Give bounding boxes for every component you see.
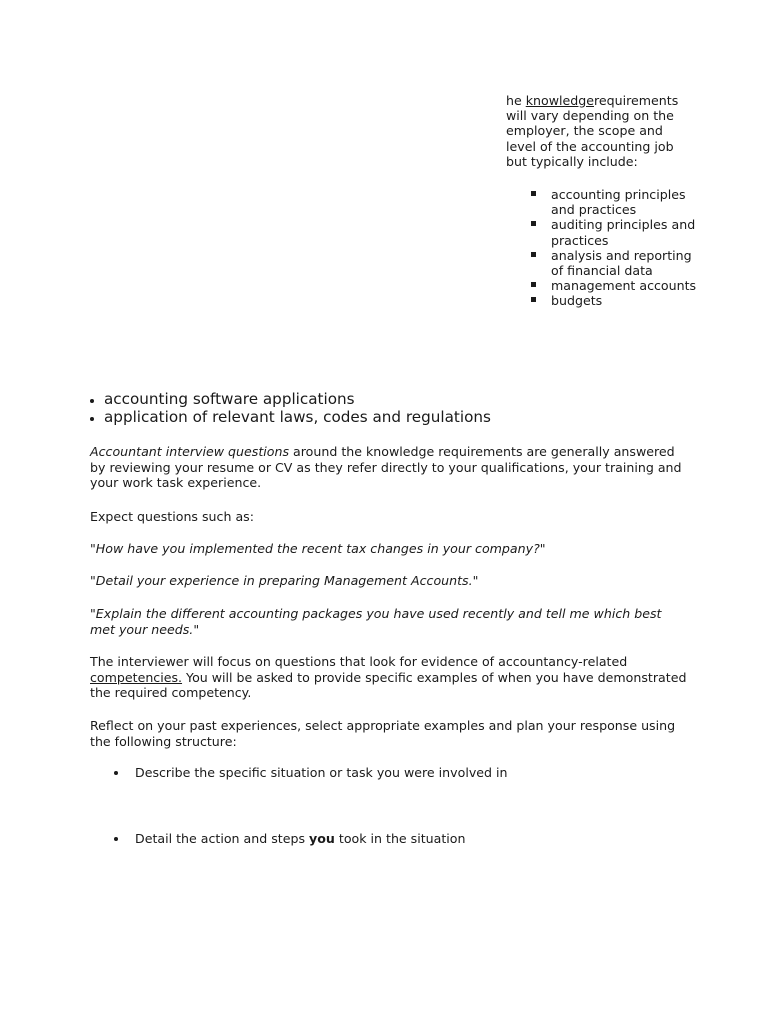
knowledge-link[interactable]: knowledge [525,93,594,108]
intro-paragraph [506,93,691,169]
step-situation: Describe the specific situation or task you were involved in [114,765,508,781]
expect-questions-text: Expect questions such as: [90,509,254,524]
intro-prefix: he [506,93,526,108]
competencies-paragraph [90,654,690,701]
list-item: auditing principles and practices [531,217,701,247]
interview-questions-lead: Accountant interview questions [90,444,290,459]
step-action [114,831,466,847]
question-2: "Detail your experience in preparing Management Accounts." [90,573,479,588]
question-3: "Explain the different accounting packages you have used recently and tell me which best met your needs." [90,606,662,637]
knowledge-list [531,187,701,309]
competencies-link[interactable]: competencies. [90,669,183,685]
step-action-before: Detail the action and steps [135,831,310,846]
competencies-text-before: The interviewer will focus on questions that look for evidence of accountancy-related [90,654,628,669]
step-action-emphasis: you [309,831,335,846]
extra-knowledge-list [88,390,491,426]
list-item: application of relevant laws, codes and regulations [88,408,491,426]
list-item: analysis and reporting of financial data [531,248,701,278]
interview-questions-paragraph [90,444,690,491]
list-item: management accounts [531,278,701,293]
intro-text: requirements will vary depending on the employer, the scope and level of the accounting job but typically include: [506,93,679,169]
list-item: budgets [531,293,701,308]
list-item: accounting principles and practices [531,187,701,217]
question-1: "How have you implemented the recent tax changes in your company?" [90,541,546,556]
step-action-after: took in the situation [334,831,466,846]
interview-questions-text: around the knowledge requirements are generally answered by reviewing your resume or CV as they refer directly to your qualifications, your training and your work task experience. [90,444,682,491]
reflect-paragraph: Reflect on your past experiences, select appropriate examples and plan your response using the following structure: [90,718,676,749]
list-item: accounting software applications [88,390,491,408]
competencies-text-after: You will be asked to provide specific examples of when you have demonstrated the required competency. [90,669,687,701]
